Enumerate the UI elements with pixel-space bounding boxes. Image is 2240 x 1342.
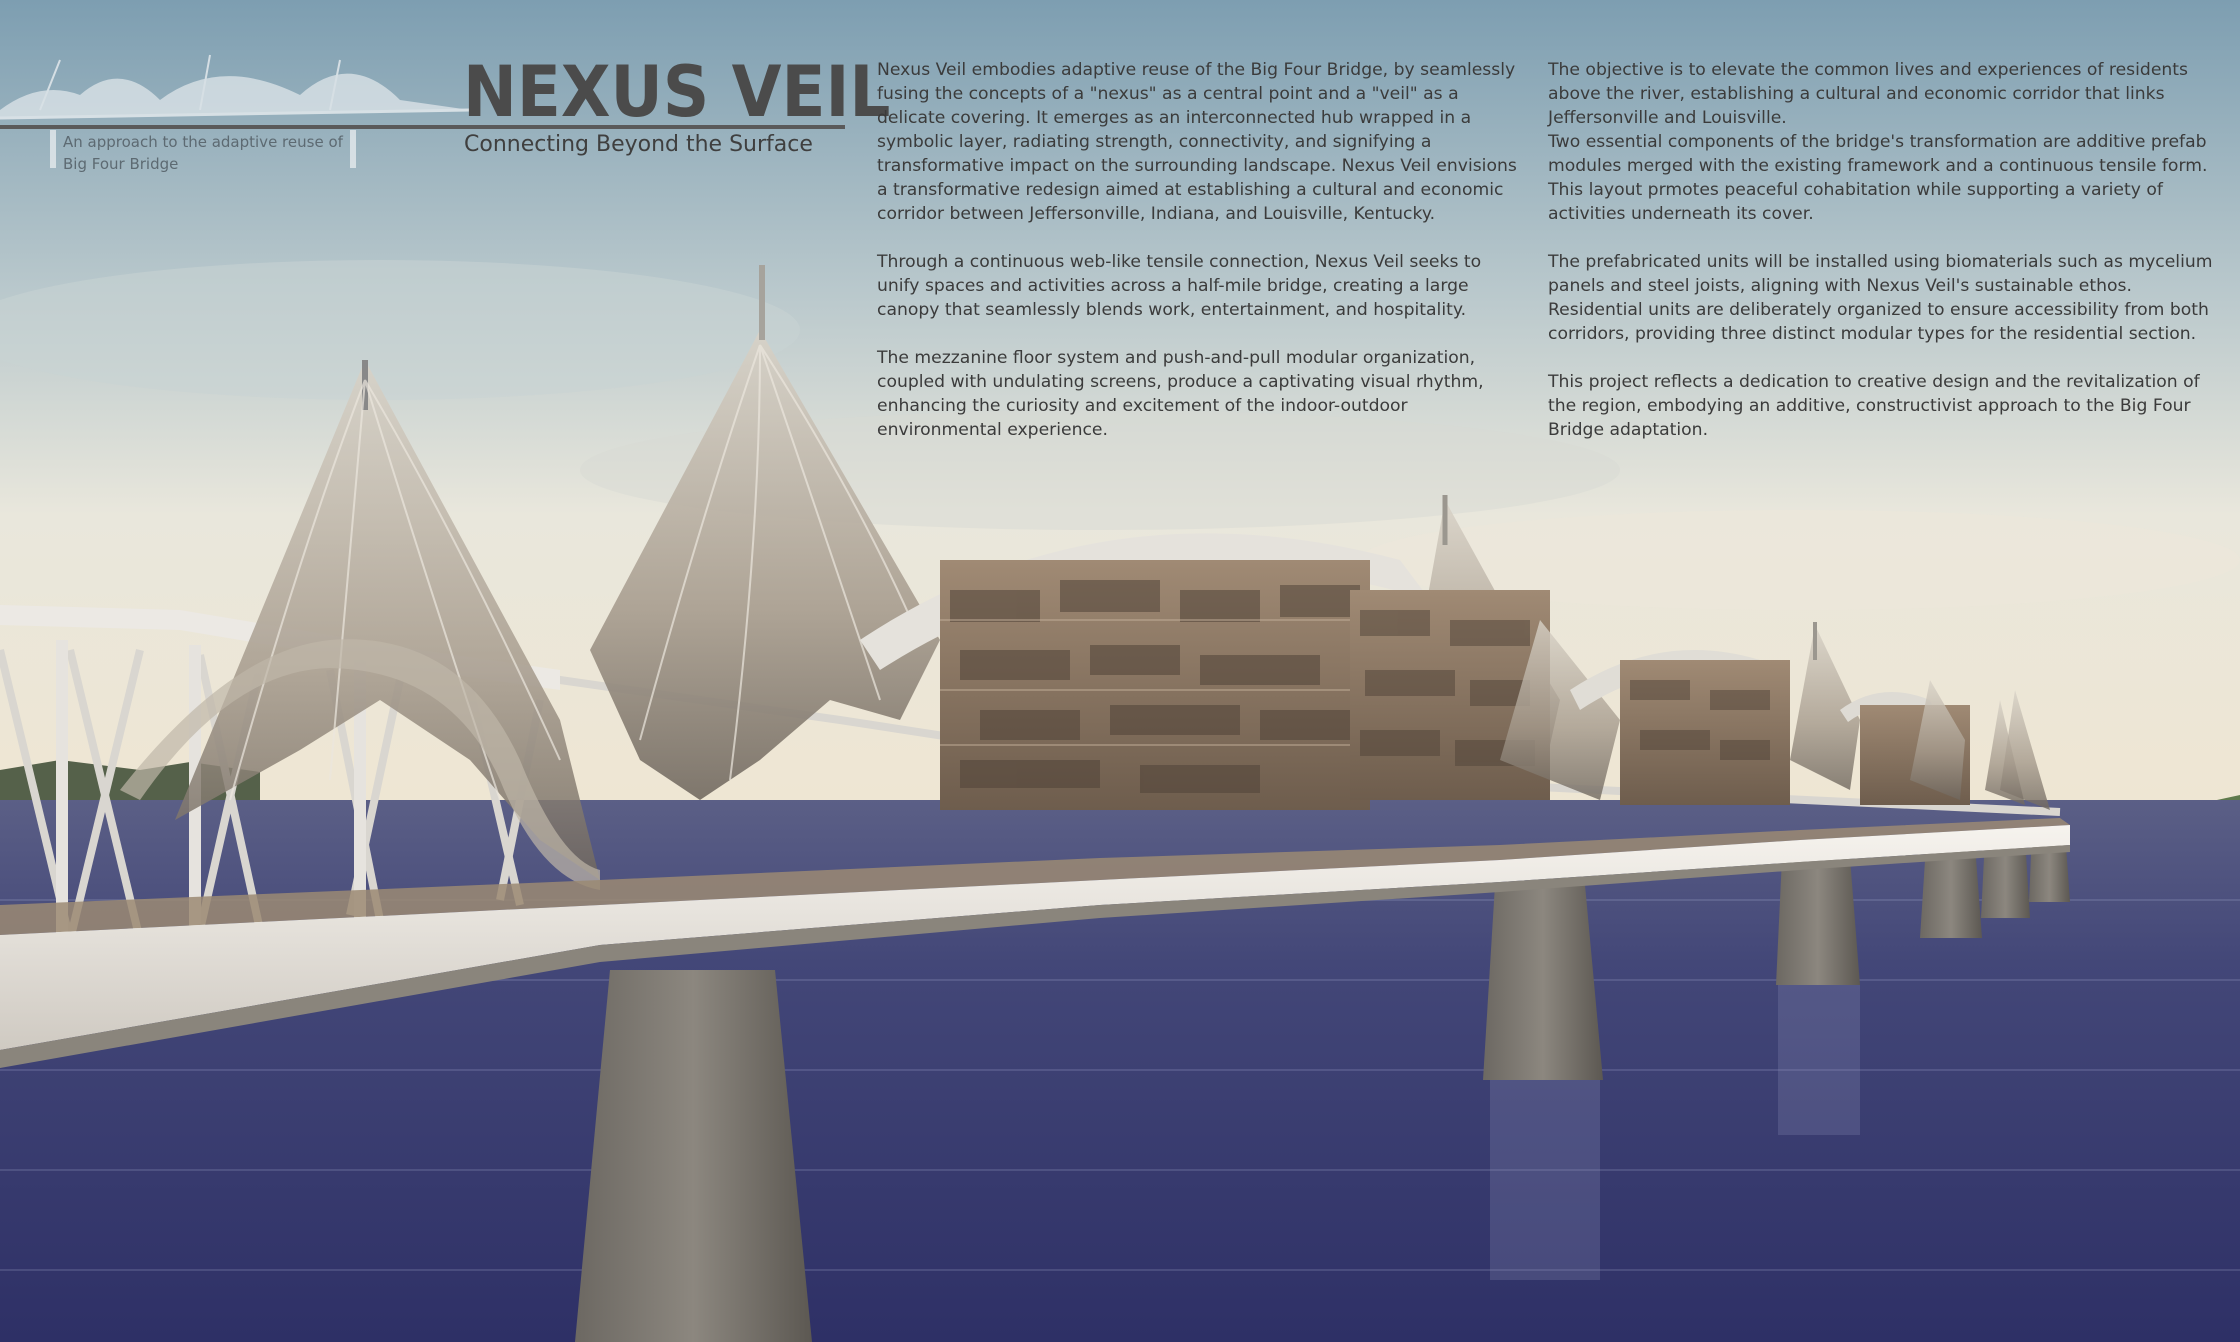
page-title: NEXUS VEIL (463, 51, 891, 133)
paragraph: Through a continuous web-like tensile connection, Nexus Veil seeks to unify spaces and activities across a half-mile bridge, creating a large canopy that seamlessly blends work, entertainment, and hospitality. (877, 252, 1482, 320)
paragraph: The objective is to elevate the common lives and experiences of residents above the river, establishing a cultural and economic corridor that links Jeffersonville and Louisville. (1548, 60, 2188, 128)
page-subtitle: Connecting Beyond the Surface (464, 132, 813, 157)
paragraph: The mezzanine floor system and push-and-pull modular organization, coupled with undulating screens, produce a captivating visual rhythm, enhancing the curiosity and excitement of the indoor-outdoor environmental experience. (877, 348, 1484, 440)
paragraph: This project reflects a dedication to creative design and the revitalization of the region, embodying an additive, constructivist approach to the Big Four Bridge adaptation. (1548, 372, 2200, 440)
description-column-2 (1548, 58, 2218, 466)
project-tagline: An approach to the adaptive reuse of Big Four Bridge (63, 133, 343, 173)
description-column-1 (877, 58, 1527, 466)
paragraph: Two essential components of the bridge's transformation are additive prefab modules merged with the existing framework and a continuous tensile form. This layout prmotes peaceful cohabitation while supporting a variety of activities underneath its cover. (1548, 132, 2208, 224)
paragraph: The prefabricated units will be installed using biomaterials such as mycelium panels and steel joists, aligning with Nexus Veil's sustainable ethos. Residential units are deliberately organized to ensure accessibility from both corridors, providing three distinct modular types for the residential section. (1548, 252, 2213, 344)
paragraph: Nexus Veil embodies adaptive reuse of the Big Four Bridge, by seamlessly fusing the concepts of a "nexus" as a central point and a "veil" as a delicate covering. It emerges as an interconnected hub wrapped in a symbolic layer, radiating strength, connectivity, and signifying a transformative impact on the surrounding landscape. Nexus Veil envisions a transformative redesign aimed at establishing a cultural and economic corridor between Jeffersonville, Indiana, and Louisville, Kentucky. (877, 60, 1517, 224)
